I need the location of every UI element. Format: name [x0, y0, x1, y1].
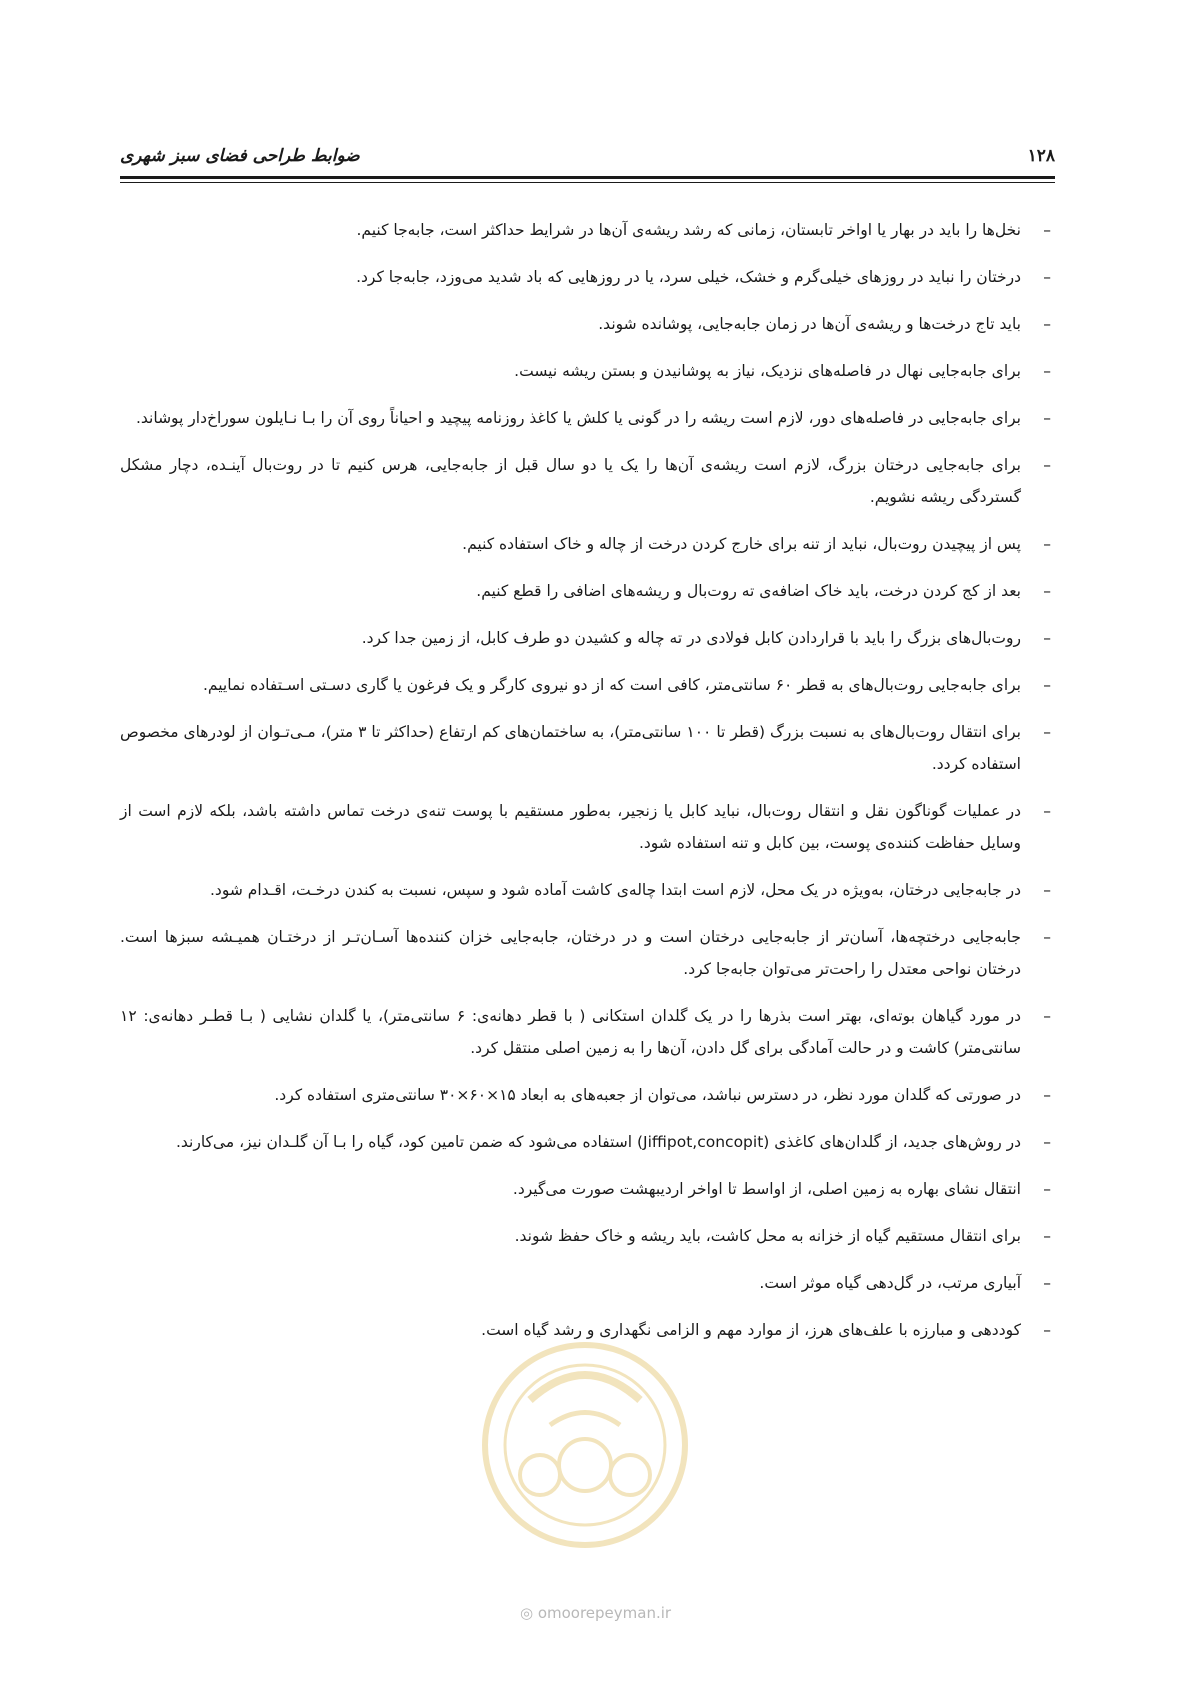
dash-bullet-icon: – — [1043, 928, 1051, 946]
list-item-text: در صورتی که گلدان مورد نظر، در دسترس نباشد، می‌توان از جعبه‌های به ابعاد ۱۵×۶۰×۳۰ سانتی‌متری استفاده کرد. — [274, 1086, 1021, 1104]
list-item — [120, 1126, 1055, 1158]
dash-bullet-icon: – — [1043, 409, 1051, 427]
list-item-text: باید تاج درخت‌ها و ریشه‌ی آن‌ها در زمان جابه‌جایی، پوشانده شوند. — [598, 315, 1021, 333]
dash-bullet-icon: – — [1043, 1180, 1051, 1198]
list-item — [120, 669, 1055, 701]
list-item — [120, 795, 1055, 859]
list-item-text: درختان را نباید در روزهای خیلی‌گرم و خشک، خیلی سرد، یا در روزهایی که باد شدید می‌وزد، جابه‌جا کرد. — [356, 268, 1021, 286]
list-item — [120, 308, 1055, 340]
list-item-text: نخل‌ها را باید در بهار یا اواخر تابستان، زمانی که رشد ریشه‌ی آن‌ها در شرایط حداکثر است، جابه‌جا کنیم. — [356, 221, 1021, 239]
dash-bullet-icon: – — [1043, 268, 1051, 286]
list-item-text: کوددهی و مبارزه با علف‌های هرز، از موارد مهم و الزامی نگهداری و رشد گیاه است. — [481, 1321, 1021, 1339]
list-item-text: جابه‌جایی درختچه‌ها، آسان‌تر از جابه‌جایی درختان است و در درختان، جابه‌جایی خزان کننده‌ها آسـان‌تـر از درختـان همیـشه سبزها است. درختان نواحی معتدل را راحت‌تر می‌توان جابه‌جا کرد. — [120, 928, 1021, 978]
list-item-text: برای جابه‌جایی در فاصله‌های دور، لازم است ریشه را در گونی یا کلش یا کاغذ روزنامه پیچید و احیاناً روی آن را بـا نـایلون سوراخ‌دار پوشاند. — [135, 409, 1021, 427]
dash-bullet-icon: – — [1043, 676, 1051, 694]
list-item-text: برای انتقال روت‌بال‌های به نسبت بزرگ (قطر تا ۱۰۰ سانتی‌متر)، به ساختمان‌های کم ارتفاع (حداکثر تا ۳ متر)، مـی‌تـوان از لودرهای مخصوص استفاده کردد. — [120, 723, 1022, 773]
list-item — [120, 214, 1055, 246]
page-header — [120, 142, 1055, 178]
list-item-text: برای جابه‌جایی نهال در فاصله‌های نزدیک، نیاز به پوشانیدن و بستن ریشه نیست. — [514, 362, 1021, 380]
list-item-text: آبیاری مرتب، در گل‌دهی گیاه موثر است. — [759, 1274, 1021, 1292]
dash-bullet-icon: – — [1043, 802, 1051, 820]
dash-bullet-icon: – — [1043, 456, 1051, 474]
list-item-text: برای انتقال مستقیم گیاه از خزانه به محل کاشت، باید ریشه و خاک حفظ شوند. — [514, 1227, 1021, 1245]
dash-bullet-icon: – — [1043, 1227, 1051, 1245]
header-rule-thick — [120, 176, 1055, 179]
dash-bullet-icon: – — [1043, 1086, 1051, 1104]
watermark-logo-icon: ◎ — [519, 1604, 534, 1622]
list-item — [120, 575, 1055, 607]
list-item — [120, 261, 1055, 293]
dash-bullet-icon: – — [1043, 629, 1051, 647]
list-item — [120, 1314, 1055, 1346]
dash-bullet-icon: – — [1043, 881, 1051, 899]
page-body — [120, 214, 1055, 1361]
list-item — [120, 622, 1055, 654]
running-header-title: ضوابط طراحی فضای سبز شهری — [120, 146, 360, 166]
list-item — [120, 402, 1055, 434]
dash-bullet-icon: – — [1043, 582, 1051, 600]
list-item — [120, 449, 1055, 513]
dash-bullet-icon: – — [1043, 362, 1051, 380]
list-item-text: در مورد گیاهان بوته‌ای، بهتر است بذرها را در یک گلدان استکانی ( با قطر دهانه‌ی: ۶ سانتی‌متر)، یا گلدان نشایی ( بـا قطـر دهانه‌ی: ۱۲ سانتی‌متر) کاشت و در حالت آمادگی برای گل دادن، آن‌ها را به زمین اصلی منتقل کرد. — [120, 1007, 1022, 1057]
list-item — [120, 528, 1055, 560]
watermark-url-text: omoorepeyman.ir — [537, 1604, 672, 1622]
list-item — [120, 1079, 1055, 1111]
dash-bullet-icon: – — [1043, 1133, 1051, 1151]
list-item-text: برای جابه‌جایی درختان بزرگ، لازم است ریشه‌ی آن‌ها را یک یا دو سال قبل از جابه‌جایی، هرس کنیم تا در روت‌بال آینـده، دچار مشکل گستردگی ریشه نشویم. — [120, 456, 1021, 506]
dash-bullet-icon: – — [1043, 723, 1051, 741]
page-number: ۱۲۸ — [1027, 146, 1055, 166]
list-item — [120, 1220, 1055, 1252]
dash-bullet-icon: – — [1043, 1321, 1051, 1339]
list-item-text: در عملیات گوناگون نقل و انتقال روت‌بال، نباید کابل یا زنجیر، به‌طور مستقیم با پوست تنه‌ی درخت تماس داشته باشد، بلکه لازم است از وسایل حفاظت کننده‌ی پوست، بین کابل و تنه استفاده شود. — [120, 802, 1021, 852]
header-rule-thin — [120, 182, 1055, 183]
list-item — [120, 355, 1055, 387]
list-item-text: بعد از کج کردن درخت، باید خاک اضافه‌ی ته روت‌بال و ریشه‌های اضافی را قطع کنیم. — [476, 582, 1021, 600]
list-item-text: انتقال نشای بهاره به زمین اصلی، از اواسط تا اواخر اردیبهشت صورت می‌گیرد. — [512, 1180, 1021, 1198]
dash-bullet-icon: – — [1043, 1274, 1051, 1292]
dash-bullet-icon: – — [1043, 315, 1051, 333]
list-item — [120, 1000, 1055, 1064]
list-item-text: برای جابه‌جایی روت‌بال‌های به قطر ۶۰ سانتی‌متر، کافی است که از دو نیروی کارگر و یک فرغون یا گاری دسـتی اسـتفاده نماییم. — [203, 676, 1021, 694]
list-item-text: در جابه‌جایی درختان، به‌ویژه در یک محل، لازم است ابتدا چاله‌ی کاشت آماده شود و سپس، نسبت به کندن درخـت، اقـدام شود. — [209, 881, 1021, 899]
dash-bullet-icon: – — [1043, 535, 1051, 553]
watermark-url — [0, 1604, 1191, 1622]
list-item-text: روت‌بال‌های بزرگ را باید با قراردادن کابل فولادی در ته چاله و کشیدن دو طرف کابل، از زمین جدا کرد. — [361, 629, 1021, 647]
list-item-text: پس از پیچیدن روت‌بال، نباید از تنه برای خارج کردن درخت از چاله و خاک استفاده کنیم. — [462, 535, 1021, 553]
list-item — [120, 716, 1055, 780]
bullet-list — [120, 214, 1055, 1346]
list-item — [120, 1173, 1055, 1205]
list-item — [120, 921, 1055, 985]
list-item — [120, 1267, 1055, 1299]
list-item-text: در روش‌های جدید، از گلدان‌های کاغذی (Jiffipot,concopit) استفاده می‌شود که ضمن تامین کود، گیاه را بـا آن گلـدان نیز، می‌کارند. — [175, 1133, 1021, 1151]
dash-bullet-icon: – — [1043, 221, 1051, 239]
dash-bullet-icon: – — [1043, 1007, 1051, 1025]
list-item — [120, 874, 1055, 906]
watermark-seal-icon — [470, 1330, 700, 1560]
